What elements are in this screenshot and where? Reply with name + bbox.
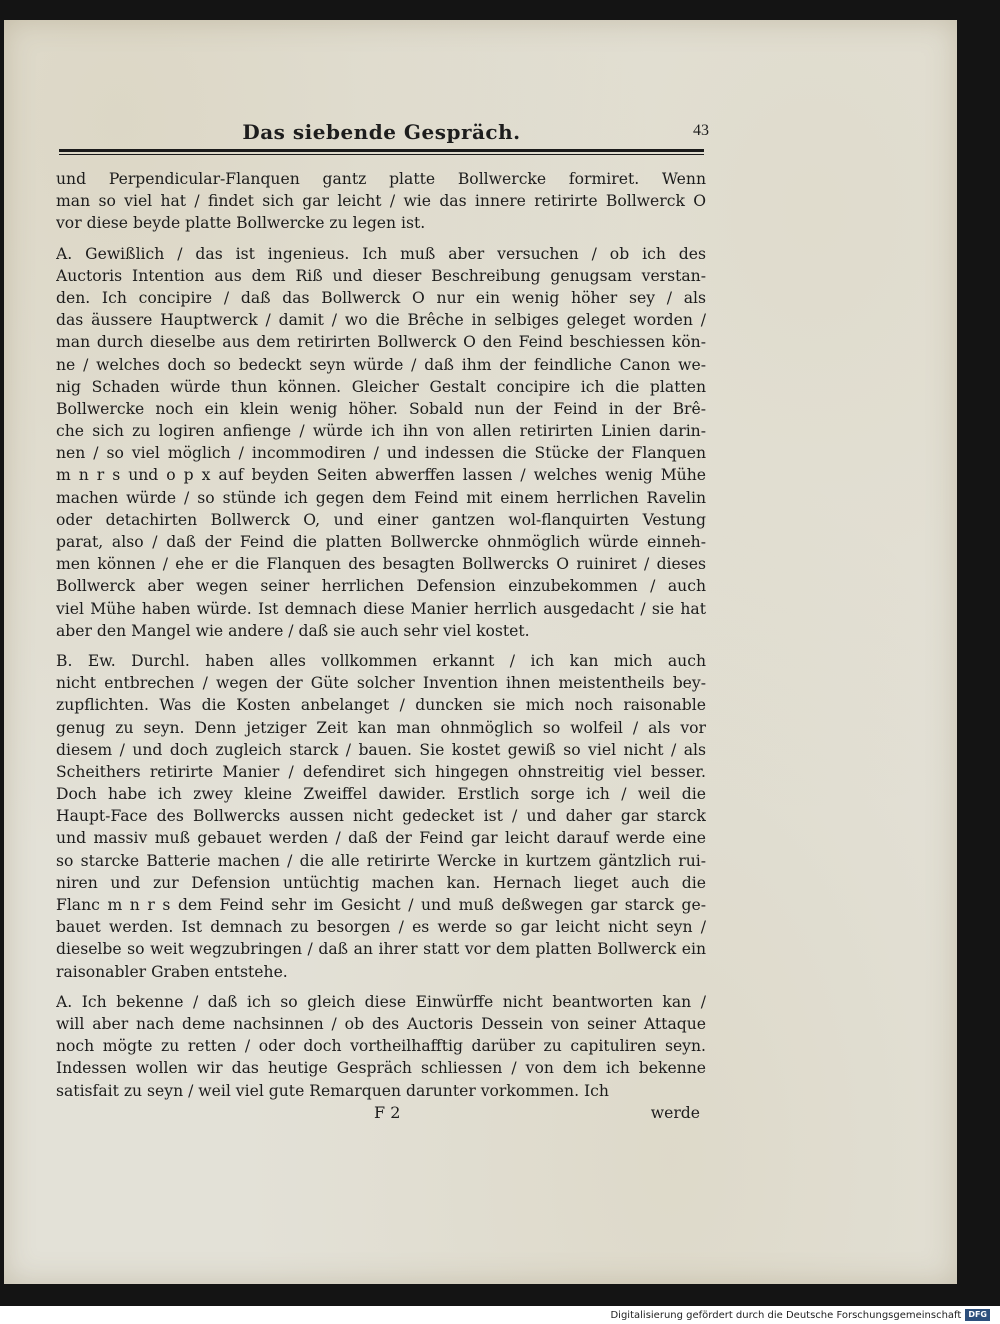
text-line: machen würde / so stünde ich gegen dem Feind mit einem herrlichen Ravelin	[56, 488, 706, 507]
text-line: Indessen wollen wir das heutige Gespräch schliessen / von dem ich bekenne	[56, 1059, 706, 1078]
text-line: Scheithers retirirte Manier / defendiret sich hingegen ohnstreitig viel besser.	[56, 762, 706, 781]
text-line: das äussere Hauptwerck / damit / wo die Brêche in selbiges geleget worden /	[56, 311, 706, 330]
text-line: aber den Mangel wie andere / daß sie auch sehr viel kostet.	[56, 621, 530, 640]
text-line: niren und zur Defension untüchtig machen kan. Hernach lieget auch die	[56, 873, 706, 892]
text-line: will aber nach deme nachsinnen / ob des Auctoris Dessein von seiner Attaque	[56, 1014, 706, 1033]
text-line: Auctoris Intention aus dem Riß und dieser Beschreibung genugsam verstan-	[56, 266, 706, 285]
text-line: A. Ich bekenne / daß ich so gleich diese Einwürffe nicht beantworten kan /	[56, 992, 706, 1011]
page-footer	[56, 1102, 706, 1126]
text-line: men können / ehe er die Flanquen des besagten Bollwercks O ruiniret / dieses	[56, 555, 706, 574]
dfg-logo: DFG	[965, 1309, 990, 1321]
page-header	[59, 110, 709, 150]
paragraph-gap	[56, 642, 706, 650]
text-line: diesem / und doch zugleich starck / bauen. Sie kostet gewiß so viel nicht / als	[56, 740, 706, 759]
text-line: Bollwerck aber wegen seiner herrlichen Defension einzubekommen / auch	[56, 577, 706, 596]
text-line: nen / so viel möglich / incommodiren / und indessen die Stücke der Flanquen	[56, 444, 706, 463]
text-line: Doch habe ich zwey kleine Zweiffel dawider. Erstlich sorge ich / weil die	[56, 785, 706, 804]
text-line: nicht entbrechen / wegen der Güte solcher Invention ihnen meistentheils bey-	[56, 674, 706, 693]
text-line: B. Ew. Durchl. haben alles vollkommen erkannt / ich kan mich auch	[56, 651, 706, 670]
paragraph-gap	[56, 235, 706, 243]
text-line: und Perpendicular-Flanquen gantz platte Bollwercke formiret. Wenn	[56, 170, 706, 188]
signature-mark: F 2	[374, 1102, 401, 1122]
text-line: man durch dieselbe aus dem retirirten Bollwerck O den Feind beschiessen kön-	[56, 333, 706, 352]
text-line: den. Ich concipire / daß das Bollwerck O nur ein wenig höher sey / als	[56, 288, 706, 307]
text-line: und massiv muß gebauet werden / daß der Feind gar leicht darauf werde eine	[56, 829, 706, 848]
text-line: Haupt-Face des Bollwercks aussen nicht gedecket ist / und daher gar starck	[56, 807, 706, 826]
text-line: Bollwercke noch ein klein wenig höher. Sobald nun der Feind in der Brê-	[56, 399, 706, 418]
text-line: zupflichten. Was die Kosten anbelanget / duncken sie mich noch raisonable	[56, 696, 706, 715]
text-line: ne / welches doch so bedeckt seyn würde / daß ihm der feindliche Canon we-	[56, 355, 706, 374]
credit-text: Digitalisierung gefördert durch die Deutsche Forschungsgemeinschaft	[610, 1309, 962, 1321]
header-rule	[59, 149, 704, 152]
catchword: werde	[650, 1103, 700, 1122]
text-line: A. Gewißlich / das ist ingenieus. Ich muß aber versuchen / ob ich des	[56, 244, 706, 263]
running-head: Das siebende Gespräch.	[242, 120, 521, 144]
header-rule-thin	[59, 154, 704, 155]
text-line: m n r s und o p x auf beyden Seiten abwerffen lassen / welches wenig Mühe	[56, 466, 706, 485]
text-line: genug zu seyn. Denn jetziger Zeit kan man ohnmöglich so wolfeil / als vor	[56, 718, 706, 737]
book-page	[4, 20, 957, 1284]
paragraph	[56, 650, 706, 983]
text-line: satisfait zu seyn / weil viel gute Remarquen darunter vorkommen. Ich	[56, 1081, 609, 1100]
text-line: Flanc m n r s dem Feind sehr im Gesicht / und muß deßwegen gar starck ge-	[56, 896, 706, 914]
paragraph	[56, 991, 706, 1102]
text-line: noch mögte zu retten / oder doch vortheilhafftig darüber zu capituliren seyn.	[56, 1037, 706, 1056]
text-line: man so viel hat / findet sich gar leicht / wie das innere retirirte Bollwerck O	[56, 192, 706, 211]
body-text	[56, 168, 706, 1126]
paragraph	[56, 168, 706, 235]
text-line: che sich zu logiren anfienge / würde ich ihn von allen retirirten Linien darin-	[56, 422, 706, 441]
text-line: viel Mühe haben würde. Ist demnach diese Manier herrlich ausgedacht / sie hat	[56, 599, 706, 618]
text-line: parat, also / daß der Feind die platten Bollwercke ohnmöglich würde einneh-	[56, 533, 706, 551]
page-number: 43	[693, 122, 709, 139]
text-line: oder detachirten Bollwerck O, und einer gantzen wol-flanquirten Vestung	[56, 510, 706, 529]
text-line: bauet werden. Ist demnach zu besorgen / es werde so gar leicht nicht seyn /	[56, 918, 706, 937]
text-line: raisonabler Graben entstehe.	[56, 962, 288, 981]
digitization-credit	[610, 1308, 990, 1322]
text-line: so starcke Batterie machen / die alle retirirte Wercke in kurtzem gäntzlich rui-	[56, 851, 706, 870]
text-line: nig Schaden würde thun können. Gleicher Gestalt concipire ich die platten	[56, 377, 706, 396]
paragraph	[56, 243, 706, 642]
paragraph-gap	[56, 983, 706, 991]
text-line: dieselbe so weit wegzubringen / daß an ihrer statt vor dem platten Bollwerck ein	[56, 940, 706, 959]
text-line: vor diese beyde platte Bollwercke zu legen ist.	[56, 214, 426, 233]
